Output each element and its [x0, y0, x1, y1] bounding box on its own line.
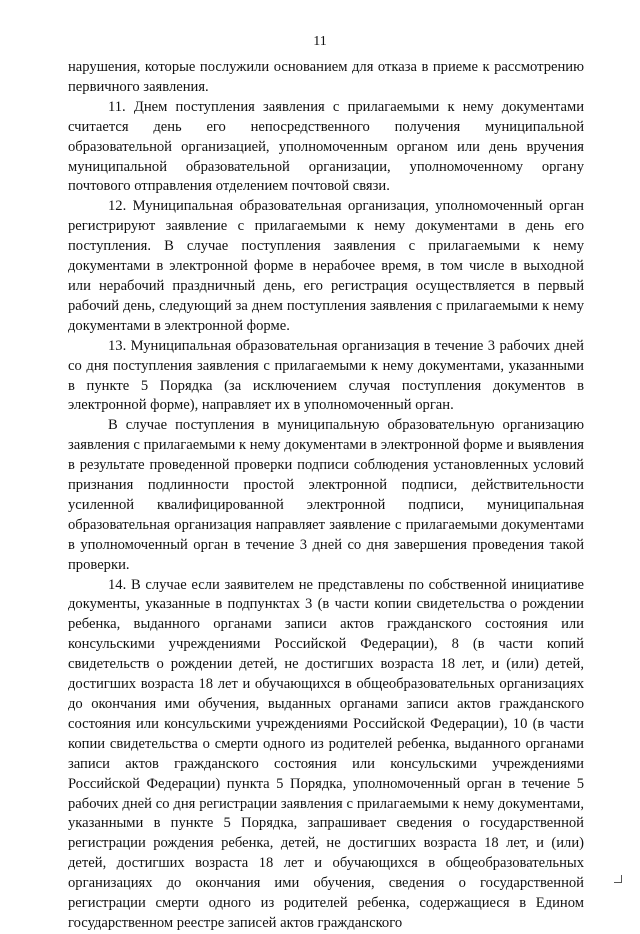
page-number: 11 [313, 34, 327, 49]
paragraph-11: 11. Днем поступления заявления с прилагаемыми к нему документами считается день его непосредственного получения муниципальной образовательной организацией, уполномоченным органом или день вручения муниципальной образовательной организации, уполномоченному органу почтового отправления отделением почтовой связи. [68, 98, 584, 195]
paragraph-13-part-2: В случае поступления в муниципальную образовательную организацию заявления с прилагаемыми к нему документами в электронной форме и выявления в результате проведенной проверки подписи соблюдения установленных условий признания подлинности простой электронной подписи, действительности усиленной квалифицированной электронной подписи, муниципальная образовательная организация направляет заявление с прилагаемыми документами в уполномоченный орган в течение 3 дней со дня завершения проведения такой проверки. [68, 417, 584, 573]
paragraph-12: 12. Муниципальная образовательная организация, уполномоченный орган регистрируют заявление с прилагаемыми к нему документами в день его поступления. В случае поступления заявления с прилагаемыми к нему документами в электронной форме в нерабочее время, в том числе в выходной или нерабочий праздничный день, его регистрация осуществляется в первый рабочий день, следующий за днем поступления заявления с прилагаемыми к нему документами в электронной форме. [68, 198, 584, 334]
scan-corner-mark [614, 875, 622, 883]
document-body [68, 58, 584, 934]
paragraph-13: 13. Муниципальная образовательная организация в течение 3 рабочих дней со дня поступления заявления с прилагаемыми к нему документами, указанными в пункте 5 Порядка (за исключением случая поступления документов в электронной форме), направляет их в уполномоченный орган. [68, 337, 584, 414]
paragraph-14: 14. В случае если заявителем не представлены по собственной инициативе документы, указанные в подпунктах 3 (в части копии свидетельства о рождении ребенка, выданного органами записи актов гражданского состояния или консульскими учреждениями Российской Федерации), 8 (в части копий свидетельств о рождении детей, не достигших возраста 18 лет, и (или) детей, достигших возраста 18 лет и обучающихся в общеобразовательных организациях до окончания ими обучения, выданных органами записи актов гражданского состояния или консульскими учреждениями Российской Федерации), 10 (в части копии свидетельства о смерти одного из родителей ребенка, выданного органами записи актов гражданского состояния или консульскими учреждениями Российской Федерации) пункта 5 Порядка, уполномоченный орган в течение 5 рабочих дней со дня регистрации заявления с прилагаемыми к нему документами, указанными в пункте 5 Порядка, запрашивает сведения о государственной регистрации рождения ребенка, детей, не достигших возраста 18 лет, и (или) детей, достигших возраста 18 лет и обучающихся в общеобразовательных организациях до окончания ими обучения, сведения о государственной регистрации смерти одного из родителей ребенка, содержащиеся в Едином государственном реестре записей актов гражданского [68, 576, 584, 931]
paragraph-continuation: нарушения, которые послужили основанием для отказа в приеме к рассмотрению первичного заявления. [68, 59, 584, 95]
